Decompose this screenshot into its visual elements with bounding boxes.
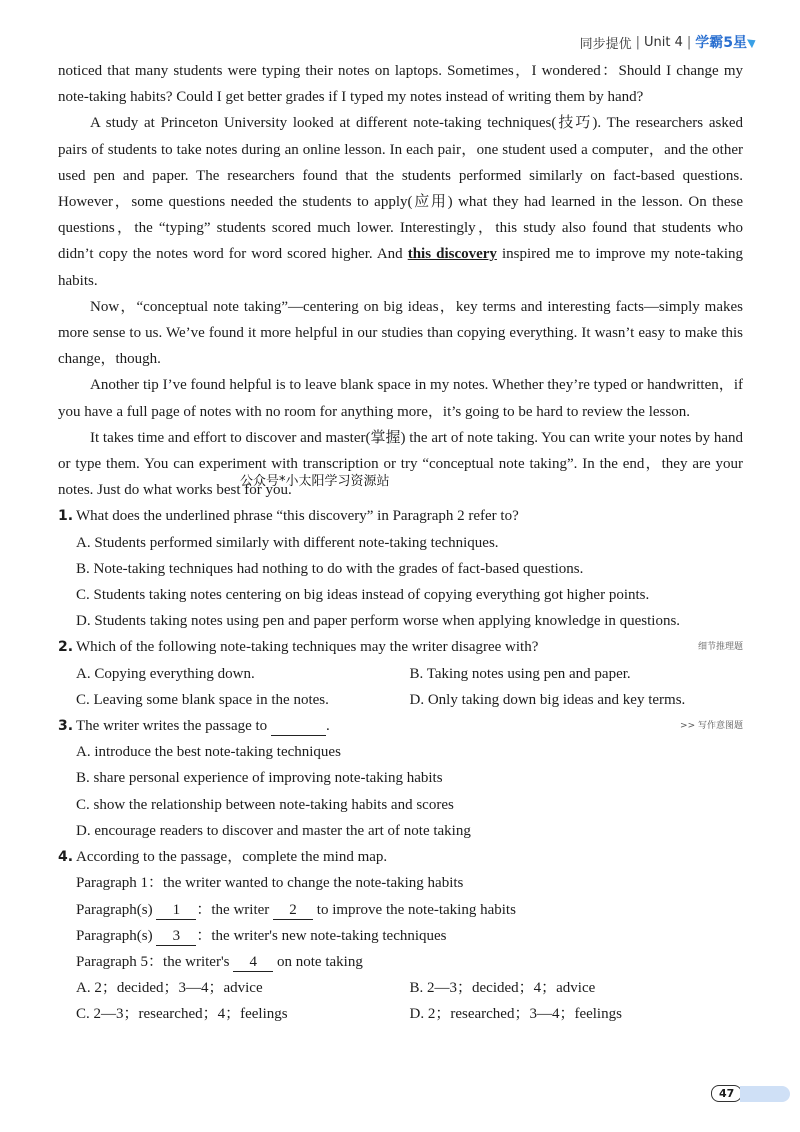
options-row	[58, 661, 743, 687]
paragraph-5: It takes time and effort to discover and master(掌握) the art of note taking. You can write your notes by hand or type them. You can experiment with transcription or try “conceptual note taking”. In the end，they are your notes. Just do what works best for you.	[58, 429, 743, 499]
question-number: 4.	[58, 849, 74, 866]
question-4	[58, 844, 743, 870]
paragraph-3: Now，“conceptual note taking”—centering on big ideas，key terms and interesting facts—simply makes more sense to us. We’ve found it more helpful in our studies than copying everything. It wasn’t easy to make this change，though.	[58, 298, 743, 368]
options-row	[58, 1001, 743, 1027]
question-1	[58, 503, 743, 529]
option-b: B. share personal experience of improving note-taking habits	[76, 770, 443, 787]
question-2	[58, 634, 743, 660]
mind-map-blank-3: 3	[156, 927, 196, 946]
question-text: The writer writes the passage to .	[76, 718, 330, 735]
mind-map-blank-1: 1	[156, 901, 196, 920]
flag-icon	[747, 36, 758, 48]
question-number: 3.	[58, 718, 74, 735]
header-separator: |	[635, 34, 640, 50]
header-series: 同步提优	[579, 36, 632, 52]
brand-logo: 学霸5星	[695, 35, 747, 51]
option-a: A. 2；decided；3—4；advice	[76, 980, 263, 997]
option-b: B. Taking notes using pen and paper.	[409, 665, 631, 682]
question-text: What does the underlined phrase “this discovery” in Paragraph 2 refer to?	[76, 508, 519, 525]
option-b: B. Note-taking techniques had nothing to do with the grades of fact-based questions.	[76, 560, 584, 577]
question-type-tag: 细节推理题	[697, 642, 743, 653]
paragraph-2: A study at Princeton University looked at different note-taking techniques(技巧). The researchers asked pairs of students to take notes during an online lesson. In each pair，one student used a computer，and the other used pen and paper. The researchers found that the students performed similarly on fact-based questions. However，some questions needed the students to apply(应用) what they had learned in the lesson. On these questions，the “typing” students scored much lower. Interestingly，this study also found that students who didn’t copy the notes word for word scored higher. And this discovery inspired me to improve my note-taking habits.	[58, 115, 743, 289]
underlined-phrase: this discovery	[407, 246, 497, 263]
mind-map-line-1: Paragraph 1：the writer wanted to change the note-taking habits	[76, 875, 464, 892]
answer-blank	[271, 717, 326, 736]
page-number-badge	[711, 1085, 790, 1102]
question-3	[58, 713, 743, 739]
page-header	[580, 32, 756, 52]
option-d: D. Students taking notes using pen and paper perform worse when applying knowledge in questions.	[76, 613, 681, 630]
page-content	[58, 58, 743, 1028]
question-text: Which of the following note-taking techniques may the writer disagree with?	[76, 639, 539, 656]
option-b: B. 2—3；decided；4；advice	[409, 980, 596, 997]
option-a: A. Copying everything down.	[76, 665, 255, 682]
question-number: 2.	[58, 639, 74, 656]
question-number: 1.	[58, 508, 74, 525]
header-unit: Unit 4	[643, 34, 683, 50]
watermark: 公众号*小太阳学习资源站	[240, 474, 390, 489]
options-row	[58, 975, 743, 1001]
question-type-tag: >> 写作意图题	[680, 721, 743, 732]
paragraph-4: Another tip I’ve found helpful is to leave blank space in my notes. Whether they’re typed or handwritten，if you have a full page of notes with no room for anything more，it’s going to be hard to review the lesson.	[58, 377, 743, 420]
option-c: C. Leaving some blank space in the notes.	[76, 691, 329, 708]
mind-map-line-4: Paragraph 5：the writer's 4 on note taking	[76, 953, 363, 970]
option-c: C. 2—3；researched；4；feelings	[76, 1006, 288, 1023]
mind-map-blank-4: 4	[233, 953, 273, 972]
option-a: A. Students performed similarly with different note-taking techniques.	[76, 534, 499, 551]
option-c: C. Students taking notes centering on big ideas instead of copying everything got higher points.	[76, 587, 650, 604]
option-a: A. introduce the best note-taking techniques	[76, 744, 341, 761]
option-d: D. Only taking down big ideas and key terms.	[409, 691, 686, 708]
mind-map-blank-2: 2	[273, 901, 313, 920]
options-row	[58, 687, 743, 713]
header-separator: |	[686, 34, 692, 50]
question-text: According to the passage，complete the mind map.	[76, 849, 388, 866]
mind-map-line-2: Paragraph(s) 1 ：the writer 2 to improve the note-taking habits	[76, 901, 516, 918]
page-number: 47	[711, 1085, 742, 1102]
option-d: D. 2；researched；3—4；feelings	[409, 1006, 622, 1023]
paragraph-1: noticed that many students were typing their notes on laptops. Sometimes，I wondered：Should I change my note-taking habits? Could I get better grades if I typed my notes instead of writing them by hand?	[58, 63, 743, 106]
option-c: C. show the relationship between note-taking habits and scores	[76, 796, 454, 813]
mind-map-line-3: Paragraph(s) 3 ：the writer's new note-taking techniques	[76, 927, 447, 944]
page-number-bar	[740, 1086, 790, 1102]
option-d: D. encourage readers to discover and master the art of note taking	[76, 822, 471, 839]
